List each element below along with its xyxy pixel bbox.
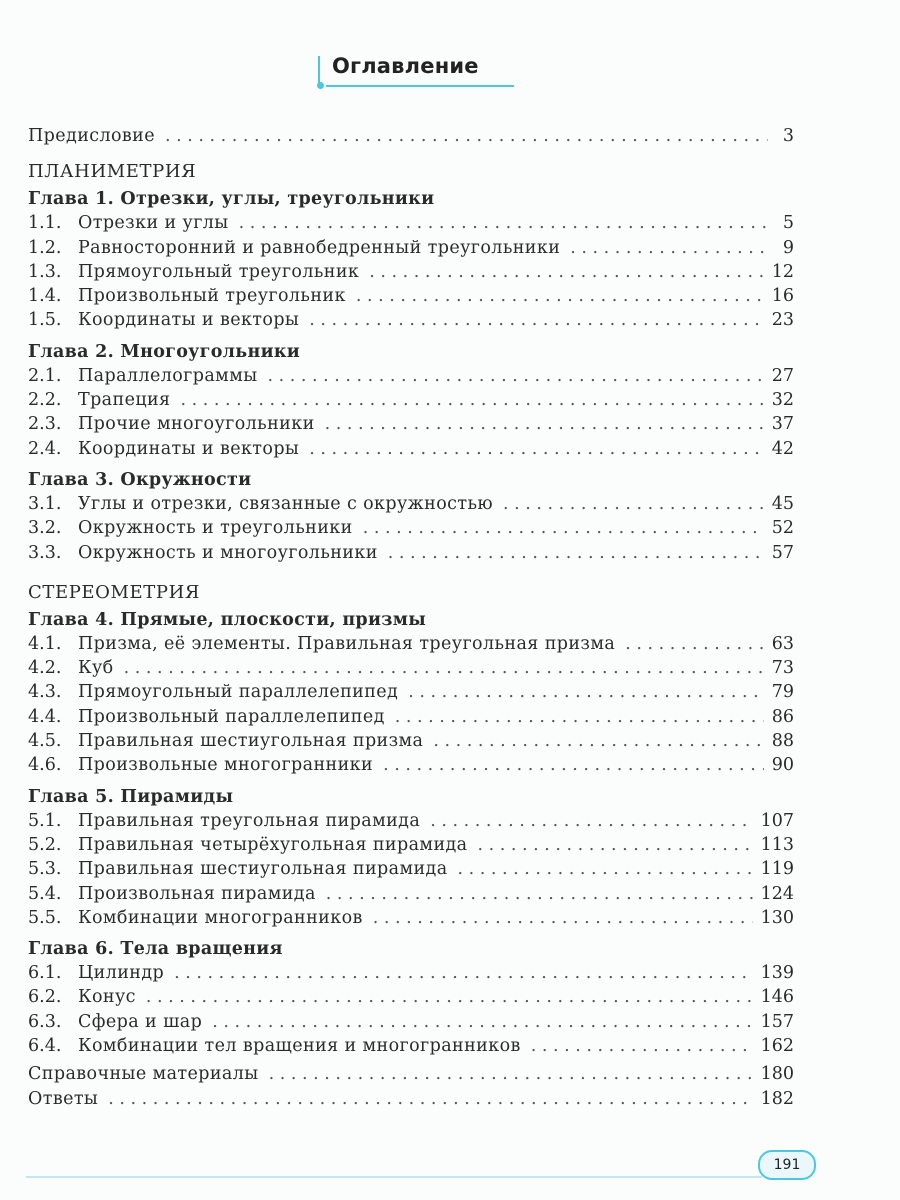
toc-entry[interactable]	[28, 284, 794, 308]
toc-entry-appendix[interactable]	[28, 1087, 794, 1111]
item-number: 1.3.	[28, 261, 62, 282]
item-number: 4.5.	[28, 731, 62, 752]
item-number: 6.1.	[28, 963, 62, 984]
dot-leader	[356, 284, 764, 308]
item-page-number: 57	[771, 542, 794, 563]
toc-entry[interactable]	[28, 388, 794, 412]
item-number: 6.4.	[28, 1036, 62, 1057]
dot-leader	[309, 437, 763, 461]
dot-leader	[478, 833, 753, 857]
title-accent-dot	[317, 82, 324, 89]
toc-entry[interactable]	[28, 412, 794, 436]
item-label: Координаты и векторы	[78, 310, 300, 331]
item-number: 5.5.	[28, 907, 62, 928]
dot-leader	[383, 753, 764, 777]
item-page-number: 139	[760, 963, 794, 984]
item-page-number: 180	[760, 1064, 794, 1085]
item-page-number: 73	[771, 658, 794, 679]
item-number: 5.2.	[28, 834, 62, 855]
item-label: Правильная шестиугольная пирамида	[78, 859, 448, 880]
dot-leader	[108, 1087, 752, 1111]
dot-leader	[430, 809, 752, 833]
item-page-number: 90	[771, 755, 794, 776]
page-title: Оглавление	[332, 54, 479, 78]
dot-leader	[309, 308, 763, 332]
dot-leader	[373, 906, 753, 930]
chapter-heading: Глава 4. Прямые, плоскости, призмы	[28, 609, 427, 630]
dot-leader	[212, 1010, 752, 1034]
item-page-number: 79	[771, 682, 794, 703]
item-label: Окружность и треугольники	[78, 518, 353, 539]
dot-leader	[433, 729, 763, 753]
toc-entry-appendix[interactable]	[28, 1062, 794, 1086]
item-number: 1.1.	[28, 213, 62, 234]
item-label: Равносторонний и равнобедренный треугольники	[78, 237, 561, 258]
toc-entry[interactable]	[28, 516, 794, 540]
dot-leader	[458, 857, 753, 881]
item-page-number: 157	[760, 1011, 794, 1032]
item-page-number: 162	[760, 1036, 794, 1057]
item-label: Произвольный параллелепипед	[78, 706, 385, 727]
dot-leader	[531, 1034, 753, 1058]
dot-leader	[181, 388, 764, 412]
item-number: 4.1.	[28, 633, 62, 654]
item-label: Произвольный треугольник	[78, 286, 346, 307]
dot-leader	[174, 961, 752, 985]
item-label: Справочные материалы	[28, 1064, 259, 1085]
item-page-number: 23	[771, 310, 794, 331]
item-page-number: 32	[771, 390, 794, 411]
item-page-number: 16	[771, 286, 794, 307]
item-label: Произвольная пирамида	[78, 883, 316, 904]
chapter-heading: Глава 3. Окружности	[28, 469, 252, 490]
item-number: 2.2.	[28, 390, 62, 411]
item-label: Правильная шестиугольная призма	[78, 731, 424, 752]
item-page-number: 37	[771, 414, 794, 435]
title-block	[318, 54, 498, 90]
toc-entry[interactable]	[28, 680, 794, 704]
item-label: Цилиндр	[78, 963, 165, 984]
item-label: Призма, её элементы. Правильная треугольная призма	[78, 633, 616, 654]
item-label: Прочие многоугольники	[78, 414, 315, 435]
toc-entry[interactable]	[28, 729, 794, 753]
toc-entry[interactable]	[28, 857, 794, 881]
item-page-number: 12	[771, 261, 794, 282]
item-number: 3.1.	[28, 493, 62, 514]
dot-leader	[326, 882, 753, 906]
item-number: 1.4.	[28, 286, 62, 307]
toc-entry[interactable]	[28, 211, 794, 235]
section-heading: ПЛАНИМЕТРИЯ	[28, 161, 197, 183]
toc-entry[interactable]	[28, 705, 794, 729]
item-page-number: 9	[782, 237, 794, 258]
item-page-number: 107	[760, 810, 794, 831]
dot-leader	[124, 656, 764, 680]
item-page-number: 42	[771, 438, 794, 459]
item-page-number: 113	[760, 834, 794, 855]
item-label: Конус	[78, 987, 136, 1008]
item-number: 4.2.	[28, 658, 62, 679]
item-label: Правильная треугольная пирамида	[78, 810, 421, 831]
item-label: Окружность и многоугольники	[78, 542, 378, 563]
item-label: Куб	[78, 658, 114, 679]
spacer	[28, 333, 794, 337]
dot-leader	[395, 705, 764, 729]
toc-entry[interactable]	[28, 656, 794, 680]
toc-entry[interactable]	[28, 1010, 794, 1034]
toc-entry[interactable]	[28, 260, 794, 284]
item-label: Отрезки и углы	[78, 213, 229, 234]
page-number-badge: 191	[758, 1150, 816, 1180]
item-page-number: 86	[771, 706, 794, 727]
toc-entry[interactable]	[28, 833, 794, 857]
section-heading: СТЕРЕОМЕТРИЯ	[28, 581, 201, 603]
item-number: 2.3.	[28, 414, 62, 435]
item-label: Координаты и векторы	[78, 438, 300, 459]
dot-leader	[388, 541, 764, 565]
item-page-number: 27	[771, 365, 794, 386]
chapter-heading: Глава 6. Тела вращения	[28, 939, 283, 960]
dot-leader	[363, 516, 764, 540]
dot-leader	[570, 236, 768, 260]
item-page-number: 52	[771, 518, 794, 539]
toc-entry[interactable]	[28, 985, 794, 1009]
toc-entry[interactable]	[28, 961, 794, 985]
toc-entry[interactable]	[28, 364, 794, 388]
item-number: 5.3.	[28, 859, 62, 880]
item-label: Комбинации тел вращения и многогранников	[78, 1036, 521, 1057]
item-label: Произвольные многогранники	[78, 755, 374, 776]
dot-leader	[625, 632, 763, 656]
toc-entry[interactable]	[28, 541, 794, 565]
chapter-heading: Глава 5. Пирамиды	[28, 786, 234, 807]
spacer	[28, 930, 794, 934]
item-number: 3.2.	[28, 518, 62, 539]
toc-entry[interactable]	[28, 236, 794, 260]
item-label: Правильная четырёхугольная пирамида	[78, 834, 468, 855]
item-page-number: 88	[771, 731, 794, 752]
toc-entry[interactable]	[28, 492, 794, 516]
item-page-number: 182	[760, 1088, 794, 1109]
chapter-heading: Глава 2. Многоугольники	[28, 341, 301, 362]
dot-leader	[146, 985, 753, 1009]
item-page-number: 124	[760, 883, 794, 904]
item-label: Трапеция	[78, 390, 171, 411]
item-page-number: 63	[771, 633, 794, 654]
item-label: Комбинации многогранников	[78, 907, 363, 928]
toc-entry[interactable]	[28, 882, 794, 906]
dot-leader	[165, 124, 768, 148]
toc-entry-preface[interactable]	[28, 124, 794, 148]
item-label: Сфера и шар	[78, 1011, 203, 1032]
spacer	[28, 778, 794, 782]
toc-entry[interactable]	[28, 308, 794, 332]
item-number: 4.4.	[28, 706, 62, 727]
spacer	[28, 565, 794, 569]
toc-entry[interactable]	[28, 632, 794, 656]
item-number: 5.4.	[28, 883, 62, 904]
item-page-number: 130	[760, 907, 794, 928]
dot-leader	[269, 1062, 753, 1086]
dot-leader	[325, 412, 764, 436]
toc-entry[interactable]	[28, 809, 794, 833]
dot-leader	[369, 260, 763, 284]
item-number: 6.3.	[28, 1011, 62, 1032]
title-accent-horizontal-line	[326, 85, 514, 87]
spacer	[28, 461, 794, 465]
item-number: 4.3.	[28, 682, 62, 703]
item-number: 3.3.	[28, 542, 62, 563]
item-page-number: 146	[760, 987, 794, 1008]
item-page-number: 119	[760, 859, 794, 880]
dot-leader	[503, 492, 764, 516]
dot-leader	[268, 364, 764, 388]
item-label: Прямоугольный параллелепипед	[78, 682, 399, 703]
item-label: Ответы	[28, 1088, 99, 1109]
item-number: 2.4.	[28, 438, 62, 459]
dot-leader	[408, 680, 763, 704]
item-label: Углы и отрезки, связанные с окружностью	[78, 493, 494, 514]
item-number: 5.1.	[28, 810, 62, 831]
toc-entry[interactable]	[28, 437, 794, 461]
toc-entry[interactable]	[28, 1034, 794, 1058]
item-number: 4.6.	[28, 755, 62, 776]
item-label: Параллелограммы	[78, 365, 258, 386]
item-page-number: 5	[782, 213, 794, 234]
item-number: 1.5.	[28, 310, 62, 331]
table-of-contents	[28, 124, 794, 1111]
item-number: 6.2.	[28, 987, 62, 1008]
dot-leader	[239, 211, 768, 235]
item-page-number: 45	[771, 493, 794, 514]
chapter-heading: Глава 1. Отрезки, углы, треугольники	[28, 189, 435, 210]
toc-entry[interactable]	[28, 753, 794, 777]
item-page-number: 3	[782, 126, 794, 146]
item-label: Прямоугольный треугольник	[78, 261, 360, 282]
footer-rule	[26, 1176, 762, 1178]
item-number: 2.1.	[28, 365, 62, 386]
item-label: Предисловие	[28, 126, 155, 146]
toc-entry[interactable]	[28, 906, 794, 930]
item-number: 1.2.	[28, 237, 62, 258]
